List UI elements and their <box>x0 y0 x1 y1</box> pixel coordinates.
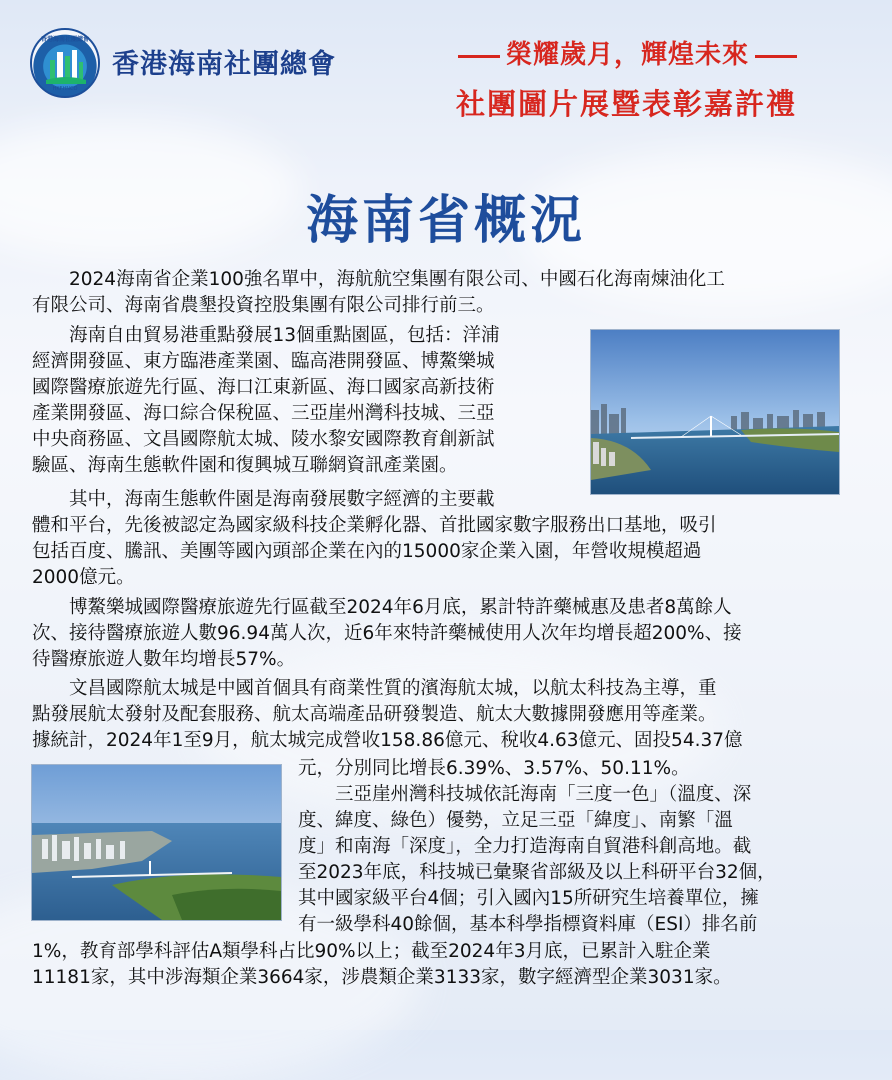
coastal-city-photo <box>31 764 282 921</box>
text-line: 點發展航太發射及配套服務、航太高端產品研發製造、航太大數據開發應用等產業。 <box>32 704 717 725</box>
paragraph-top-enterprises <box>32 267 862 319</box>
text-line: 博鰲樂城國際醫療旅遊先行區截至2024年6月底，累計特許藥械惠及患者8萬餘人 <box>32 597 732 618</box>
organization-logo <box>30 28 100 98</box>
text-line: 據統計，2024年1至9月，航太城完成營收158.86億元、稅收4.63億元、固投54.37億 <box>32 730 743 751</box>
coastal-city-scene <box>32 765 281 920</box>
text-line: 文昌國際航太城是中國首個具有商業性質的濱海航太城，以航太科技為主導，重 <box>32 678 717 699</box>
text-line: 國際醫療旅遊先行區、海口江東新區、海口國家高新技術 <box>32 377 495 398</box>
haikou-bridge-photo <box>590 329 840 495</box>
paragraph-yazhou-bay-science-city <box>298 756 860 938</box>
paragraph-key-parks <box>32 323 584 479</box>
paragraph-wenchang-aerospace <box>32 676 862 754</box>
paragraph-boao-medical-tourism <box>32 595 862 673</box>
text-line: 驗區、海南生態軟件園和復興城互聯網資訊產業園。 <box>32 455 458 476</box>
logo-ring-text: 香港海南社團總會 <box>40 36 89 43</box>
slogan-dash-left <box>458 55 500 58</box>
text-line: 有限公司、海南省農墾投資控股集團有限公司排行前三。 <box>32 295 495 316</box>
text-line: 其中國家級平台4個；引入國內15所研究生培養單位，擁 <box>298 888 759 909</box>
paragraph-ecological-software-park <box>32 487 862 591</box>
text-line: 海南自由貿易港重點發展13個重點園區，包括：洋浦 <box>32 325 500 346</box>
slogan-text: 榮耀歲月，輝煌未來 <box>506 40 750 70</box>
text-line: 次、接待醫療旅遊人數96.94萬人次，近6年來特許藥械使用人次年均增長超200%、接 <box>32 623 742 644</box>
text-line: 經濟開發區、東方臨港產業園、臨高港開發區、博鰲樂城 <box>32 351 495 372</box>
text-line: 元，分別同比增長6.39%、3.57%、50.11%。 <box>298 758 690 779</box>
text-line: 2024海南省企業100強名單中，海航航空集團有限公司、中國石化海南煉油化工 <box>32 269 725 290</box>
text-line: 三亞崖州灣科技城依託海南「三度一色」（溫度、深 <box>298 784 752 805</box>
organization-name: 香港海南社團總會 <box>112 49 336 80</box>
text-line: 11181家，其中涉海類企業3664家，涉農類企業3133家，數字經濟型企業3031家。 <box>32 967 732 988</box>
text-line: 至2023年底，科技城已彙聚省部級及以上科研平台32個， <box>298 862 776 883</box>
paragraph-yazhou-bay-enterprises <box>32 939 862 991</box>
text-line: 1%，教育部學科評估A類學科占比90%以上；截至2024年3月底，已累計入駐企業 <box>32 941 711 962</box>
text-line: 產業開發區、海口綜合保稅區、三亞崖州灣科技城、三亞 <box>32 403 495 424</box>
text-line: 待醫療旅遊人數年均增長57%。 <box>32 649 296 670</box>
event-title: 社團圖片展暨表彰嘉許禮 <box>456 87 798 121</box>
text-line: 度、緯度、綠色）優勢，立足三亞「緯度」、南繁「溫 <box>298 810 733 831</box>
logo-ring-text-en: HKFHNCO <box>52 86 78 92</box>
slogan <box>452 34 803 71</box>
city-skyline-icon <box>46 46 86 84</box>
text-line: 度」和南海「深度」，全力打造海南自貿港科創高地。截 <box>298 836 752 857</box>
header <box>0 0 892 150</box>
page-title: 海南省概況 <box>305 190 586 251</box>
text-line: 有一級學科40餘個，基本科學指標資料庫（ESI）排名前 <box>298 914 758 935</box>
text-line: 2000億元。 <box>32 567 135 588</box>
river-bridge-scene <box>591 330 839 494</box>
text-line: 包括百度、騰訊、美團等國內頭部企業在內的15000家企業入園，年營收規模超過 <box>32 541 702 562</box>
text-line: 其中，海南生態軟件園是海南發展數字經濟的主要載 <box>32 489 495 510</box>
text-line: 體和平台，先後被認定為國家級科技企業孵化器、首批國家數字服務出口基地，吸引 <box>32 515 717 536</box>
slogan-dash-right <box>755 55 797 58</box>
text-line: 中央商務區、文昌國際航太城、陵水黎安國際教育創新試 <box>32 429 495 450</box>
